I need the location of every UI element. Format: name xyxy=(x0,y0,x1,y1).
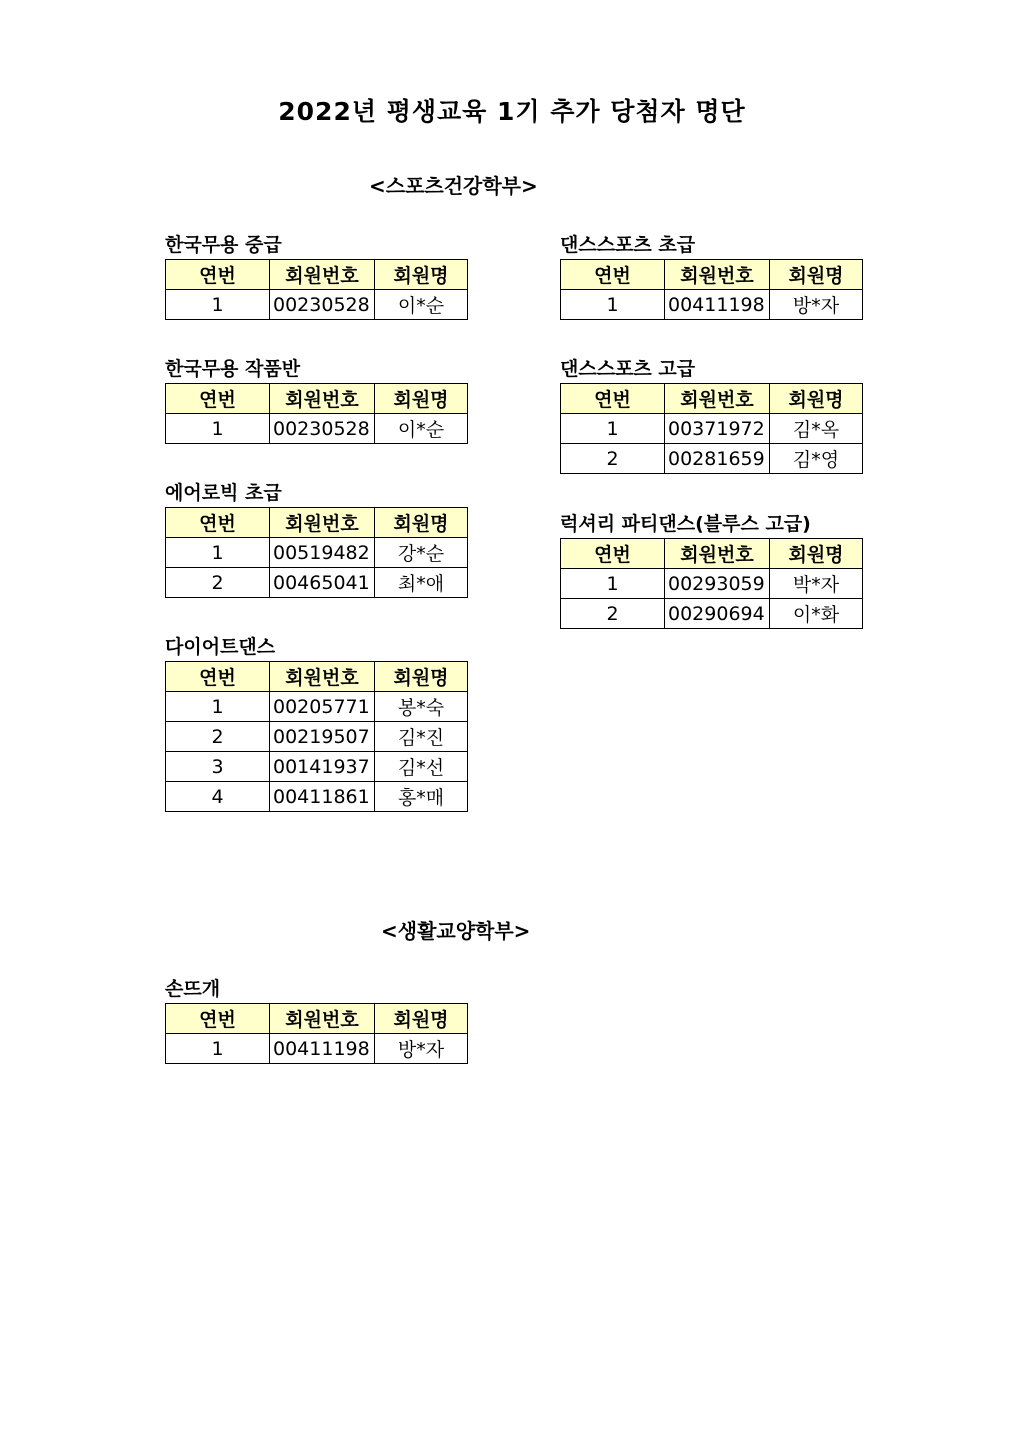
cell-member-id: 00230528 xyxy=(270,414,375,444)
table-header-row xyxy=(561,539,863,569)
cell-seq: 2 xyxy=(166,568,270,598)
table-row xyxy=(166,782,468,812)
header-member-name: 회원명 xyxy=(375,384,468,414)
header-member-name: 회원명 xyxy=(375,662,468,692)
cell-seq: 1 xyxy=(166,414,270,444)
table-row xyxy=(166,1034,468,1064)
cell-seq: 3 xyxy=(166,752,270,782)
course-section xyxy=(165,975,468,1064)
cell-seq: 1 xyxy=(166,290,270,320)
table-header-row xyxy=(561,260,863,290)
header-member-id: 회원번호 xyxy=(270,1004,375,1034)
table-row xyxy=(166,752,468,782)
member-table xyxy=(560,383,863,474)
header-member-id: 회원번호 xyxy=(270,662,375,692)
cell-member-name: 방*자 xyxy=(770,290,863,320)
header-member-name: 회원명 xyxy=(375,508,468,538)
cell-seq: 1 xyxy=(561,569,665,599)
table-row xyxy=(561,414,863,444)
section-title: 럭셔리 파티댄스(블루스 고급) xyxy=(560,513,811,535)
table-row xyxy=(561,569,863,599)
cell-seq: 1 xyxy=(561,290,665,320)
table-header-row xyxy=(561,384,863,414)
header-member-name: 회원명 xyxy=(770,384,863,414)
table-header-row xyxy=(166,1004,468,1034)
course-section xyxy=(165,231,468,320)
cell-member-id: 00230528 xyxy=(270,290,375,320)
member-table xyxy=(165,259,468,320)
course-section xyxy=(560,510,863,629)
cell-member-name: 홍*매 xyxy=(375,782,468,812)
member-table xyxy=(560,538,863,629)
table-row xyxy=(166,290,468,320)
cell-member-name: 이*순 xyxy=(375,290,468,320)
table-row xyxy=(166,414,468,444)
header-member-id: 회원번호 xyxy=(665,539,770,569)
cell-member-id: 00371972 xyxy=(665,414,770,444)
header-member-id: 회원번호 xyxy=(270,384,375,414)
cell-member-name: 이*순 xyxy=(375,414,468,444)
cell-seq: 1 xyxy=(561,414,665,444)
header-seq: 연번 xyxy=(561,539,665,569)
header-member-name: 회원명 xyxy=(375,1004,468,1034)
header-member-id: 회원번호 xyxy=(270,260,375,290)
table-row xyxy=(561,599,863,629)
cell-member-id: 00281659 xyxy=(665,444,770,474)
cell-seq: 1 xyxy=(166,692,270,722)
cell-seq: 1 xyxy=(166,1034,270,1064)
table-row xyxy=(561,290,863,320)
table-row xyxy=(166,538,468,568)
cell-member-name: 방*자 xyxy=(375,1034,468,1064)
section-title: 다이어트댄스 xyxy=(165,636,276,658)
cell-member-name: 김*진 xyxy=(375,722,468,752)
table-header-row xyxy=(166,260,468,290)
cell-member-name: 강*순 xyxy=(375,538,468,568)
header-seq: 연번 xyxy=(166,1004,270,1034)
section-title: 한국무용 작품반 xyxy=(165,358,301,380)
header-seq: 연번 xyxy=(561,260,665,290)
cell-seq: 4 xyxy=(166,782,270,812)
cell-member-name: 김*선 xyxy=(375,752,468,782)
cell-member-id: 00141937 xyxy=(270,752,375,782)
cell-seq: 2 xyxy=(166,722,270,752)
table-row xyxy=(166,568,468,598)
cell-member-name: 이*화 xyxy=(770,599,863,629)
cell-member-name: 봉*숙 xyxy=(375,692,468,722)
header-seq: 연번 xyxy=(166,662,270,692)
header-seq: 연번 xyxy=(166,384,270,414)
cell-member-name: 김*옥 xyxy=(770,414,863,444)
header-seq: 연번 xyxy=(166,508,270,538)
cell-member-id: 00290694 xyxy=(665,599,770,629)
section-title: 댄스스포츠 초급 xyxy=(560,234,696,256)
table-row xyxy=(166,692,468,722)
cell-member-id: 00205771 xyxy=(270,692,375,722)
cell-seq: 1 xyxy=(166,538,270,568)
table-header-row xyxy=(166,662,468,692)
course-section xyxy=(560,231,863,320)
course-section xyxy=(560,355,863,474)
course-section xyxy=(165,355,468,444)
member-table xyxy=(165,507,468,598)
cell-member-name: 김*영 xyxy=(770,444,863,474)
department-heading: <생활교양학부> xyxy=(381,919,531,943)
table-row xyxy=(166,722,468,752)
table-header-row xyxy=(166,508,468,538)
member-table xyxy=(165,383,468,444)
header-member-name: 회원명 xyxy=(375,260,468,290)
cell-member-id: 00219507 xyxy=(270,722,375,752)
cell-member-id: 00411198 xyxy=(270,1034,375,1064)
cell-member-id: 00519482 xyxy=(270,538,375,568)
header-member-id: 회원번호 xyxy=(665,260,770,290)
cell-member-id: 00465041 xyxy=(270,568,375,598)
member-table xyxy=(165,661,468,812)
member-table xyxy=(165,1003,468,1064)
cell-member-id: 00411198 xyxy=(665,290,770,320)
course-section xyxy=(165,633,468,812)
department-heading: <스포츠건강학부> xyxy=(369,174,538,198)
page-title: 2022년 평생교육 1기 추가 당첨자 명단 xyxy=(278,97,746,126)
header-seq: 연번 xyxy=(166,260,270,290)
section-title: 에어로빅 초급 xyxy=(165,482,282,504)
section-title: 댄스스포츠 고급 xyxy=(560,358,696,380)
header-member-id: 회원번호 xyxy=(270,508,375,538)
cell-member-name: 박*자 xyxy=(770,569,863,599)
section-title: 손뜨개 xyxy=(165,978,221,1000)
cell-seq: 2 xyxy=(561,599,665,629)
cell-member-name: 최*애 xyxy=(375,568,468,598)
table-header-row xyxy=(166,384,468,414)
cell-member-id: 00293059 xyxy=(665,569,770,599)
section-title: 한국무용 중급 xyxy=(165,234,282,256)
member-table xyxy=(560,259,863,320)
course-section xyxy=(165,479,468,598)
cell-seq: 2 xyxy=(561,444,665,474)
header-member-id: 회원번호 xyxy=(665,384,770,414)
header-member-name: 회원명 xyxy=(770,539,863,569)
cell-member-id: 00411861 xyxy=(270,782,375,812)
header-member-name: 회원명 xyxy=(770,260,863,290)
table-row xyxy=(561,444,863,474)
header-seq: 연번 xyxy=(561,384,665,414)
